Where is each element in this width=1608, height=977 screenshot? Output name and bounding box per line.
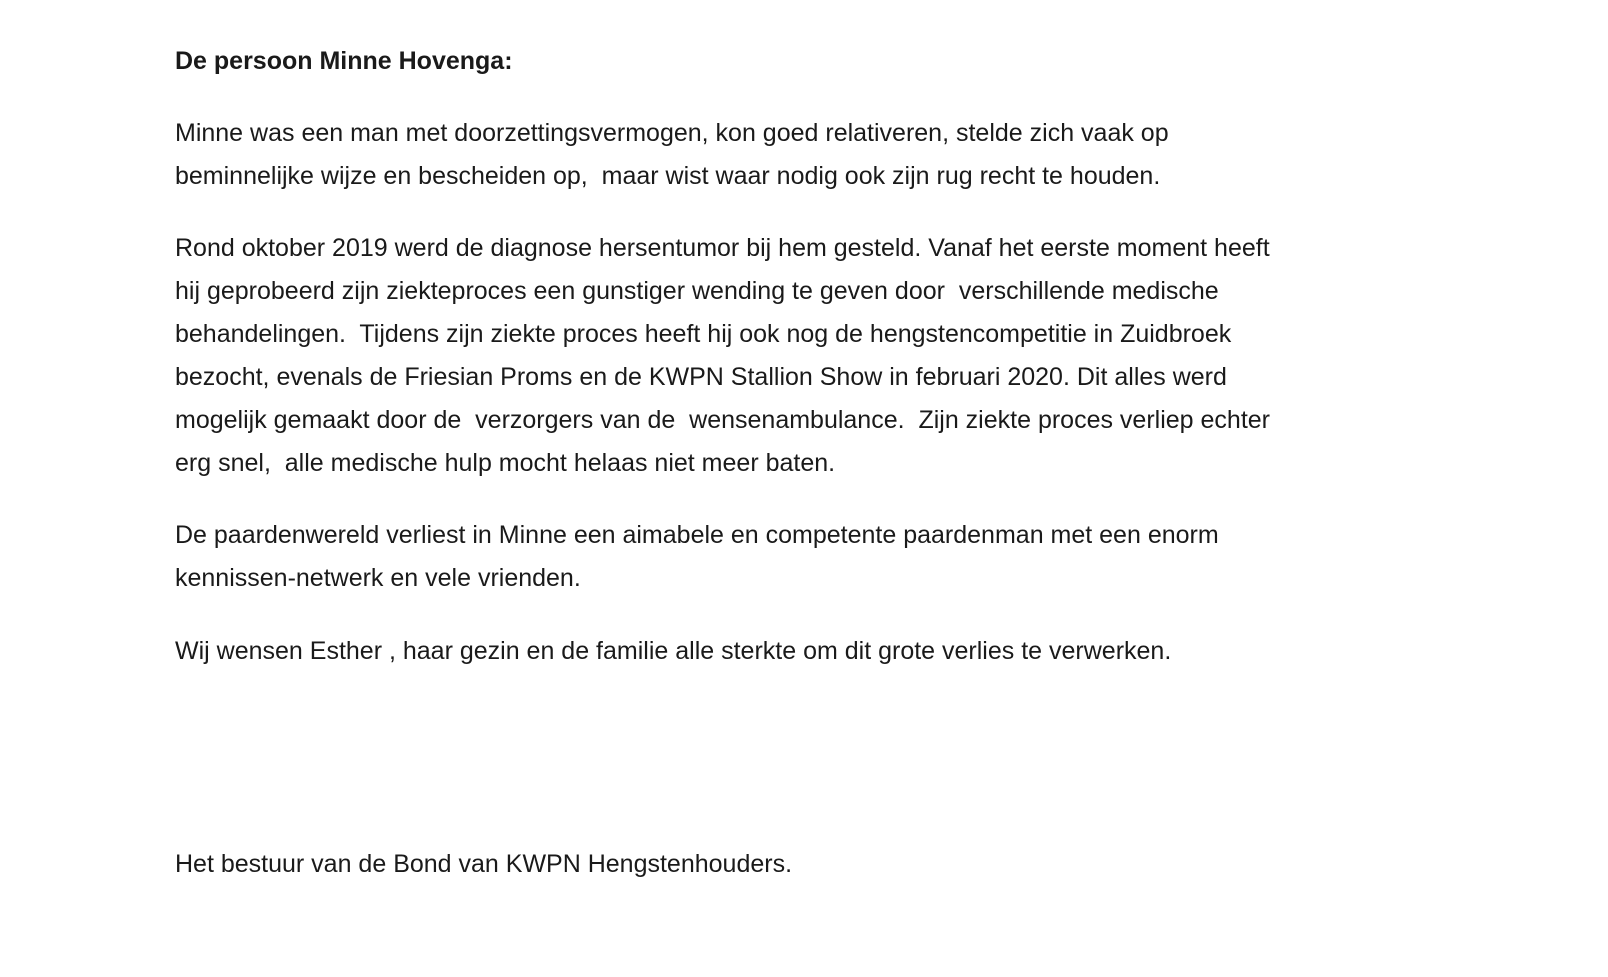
paragraph-illness: Rond oktober 2019 werd de diagnose hersentumor bij hem gesteld. Vanaf het eerste moment heeft hij geprobeerd zijn ziekteproces een gunstiger wending te geven door verschillende medische behandelingen. Tijdens zijn ziekte proces heeft hij ook nog de hengstencompetitie in Zuidbroek bezocht, evenals de Friesian Proms en de KWPN Stallion Show in februari 2020. Dit alles werd mogelijk gemaakt door de verzorgers van de wensenambulance. Zijn ziekte proces verliep echter erg snel, alle medische hulp mocht helaas niet meer baten. <box>175 234 1270 477</box>
paragraph-character: Minne was een man met doorzettingsvermogen, kon goed relativeren, stelde zich vaak op beminnelijke wijze en bescheiden op, maar wist waar nodig ook zijn rug recht te houden. <box>175 119 1169 190</box>
signature-line: Het bestuur van de Bond van KWPN Hengstenhouders. <box>175 850 793 878</box>
paragraph-horse-world: De paardenwereld verliest in Minne een aimabele en competente paardenman met een enorm kennissen-netwerk en vele vrienden. <box>175 521 1219 592</box>
document-heading: De persoon Minne Hovenga: <box>175 47 513 75</box>
paragraph-condolences: Wij wensen Esther , haar gezin en de familie alle sterkte om dit grote verlies te verwerken. <box>175 637 1172 665</box>
